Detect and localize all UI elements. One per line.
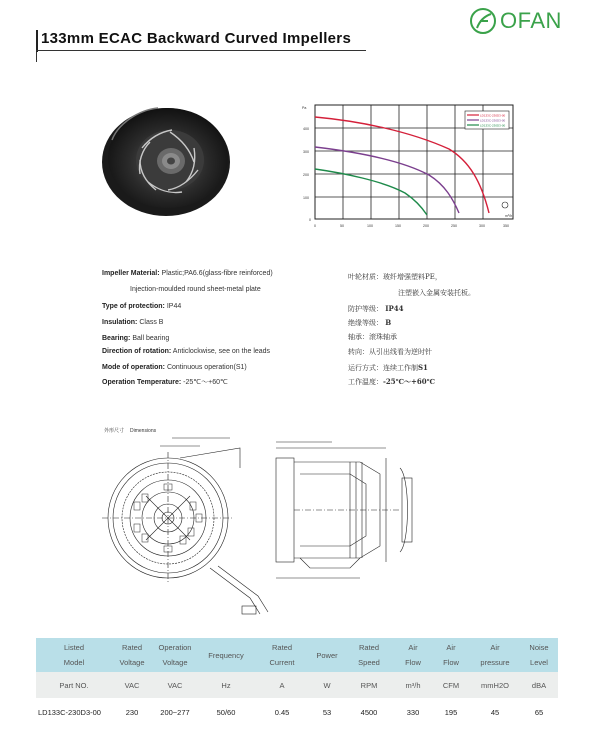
brand-logo bbox=[468, 4, 588, 38]
header-noise-level: Noise Level bbox=[520, 638, 558, 672]
unit-air-flow-m3h: m³/h bbox=[394, 672, 432, 698]
spec-bearing-value: Ball bearing bbox=[132, 335, 170, 342]
spec-bearing bbox=[102, 335, 169, 342]
cn-operation bbox=[348, 364, 428, 372]
x-tick-150: 150 bbox=[395, 224, 401, 228]
spec-temperature-value: -25℃～+60℃ bbox=[183, 379, 228, 386]
cn-protection-value: IP44 bbox=[385, 304, 404, 313]
x-tick-0: 0 bbox=[314, 224, 316, 228]
x-tick-50: 50 bbox=[340, 224, 344, 228]
spec-insulation-value: Class B bbox=[139, 319, 164, 326]
cn-temperature bbox=[348, 378, 435, 386]
x-unit-label: m³/h bbox=[505, 214, 513, 218]
cell-rated-voltage: 230 bbox=[112, 698, 152, 726]
unit-speed: RPM bbox=[344, 672, 394, 698]
cn-temperature-value: -25℃～+60℃ bbox=[383, 377, 436, 386]
unit-current: A bbox=[254, 672, 310, 698]
header-rated-current: Rated Current bbox=[254, 638, 310, 672]
table-row bbox=[36, 698, 558, 726]
header-rated-voltage: Rated Voltage bbox=[112, 638, 152, 672]
cn-protection-label: 防护等级： bbox=[348, 305, 383, 313]
unit-part-no: Part NO. bbox=[36, 672, 112, 698]
cn-insulation-label: 绝缘等级： bbox=[348, 319, 383, 327]
y-tick-200: 200 bbox=[303, 173, 309, 177]
x-tick-300: 300 bbox=[479, 224, 485, 228]
header-operation-voltage: Operation Voltage bbox=[152, 638, 198, 672]
cn-operation-value: S1 bbox=[418, 363, 428, 372]
header-rated-speed: Rated Speed bbox=[344, 638, 394, 672]
logo-text: OFAN bbox=[500, 8, 562, 33]
header-air-pressure: Air pressure bbox=[470, 638, 520, 672]
spec-protection-value: IP44 bbox=[166, 303, 182, 310]
spec-bearing-label: Bearing: bbox=[102, 335, 131, 342]
legend-entry-2: LD133C-230D3-00 bbox=[480, 118, 506, 123]
cn-material: 叶轮材质：玻纤增强塑料PE， bbox=[348, 273, 442, 281]
spec-operation-label: Mode of operation: bbox=[102, 364, 165, 371]
cell-current: 0.45 bbox=[254, 698, 310, 726]
spec-temperature-label: Operation Temperature: bbox=[102, 379, 182, 386]
spec-material-value-2: Injection-moulded round sheet-metal plate bbox=[130, 286, 261, 293]
legend-entry-1: LD133C-230D3-00 bbox=[480, 113, 506, 118]
title-bar bbox=[36, 30, 351, 52]
cn-protection bbox=[348, 305, 404, 313]
unit-frequency: Hz bbox=[198, 672, 254, 698]
spec-insulation-label: Insulation: bbox=[102, 319, 138, 326]
specifications-table bbox=[36, 638, 558, 726]
header-air-flow-m3h: Air Flow bbox=[394, 638, 432, 672]
header-frequency: Frequency bbox=[198, 638, 254, 672]
chart-legend bbox=[465, 111, 509, 129]
cell-operation-voltage: 200~277 bbox=[152, 698, 198, 726]
x-tick-200: 200 bbox=[423, 224, 429, 228]
spec-material-label: Impeller Material: bbox=[102, 270, 160, 277]
cell-model: LD133C-230D3-00 bbox=[36, 698, 112, 726]
unit-rated-voltage: VAC bbox=[112, 672, 152, 698]
spec-material bbox=[102, 270, 273, 277]
spec-material-value: Plastic;PA6.6(glass-fibre reinforced) bbox=[161, 270, 273, 277]
cell-speed: 4500 bbox=[344, 698, 394, 726]
cell-power: 53 bbox=[310, 698, 344, 726]
cell-air-flow-cfm: 195 bbox=[432, 698, 470, 726]
y-unit-label: Pa bbox=[302, 106, 307, 110]
table-header-row bbox=[36, 638, 558, 672]
header-air-flow-cfm: Air Flow bbox=[432, 638, 470, 672]
impeller-product-image bbox=[98, 100, 238, 218]
cn-operation-label: 运行方式：连续工作制 bbox=[348, 364, 418, 372]
cn-material-2: 注塑嵌入金属安装托板。 bbox=[398, 289, 475, 297]
y-tick-100: 100 bbox=[303, 196, 309, 200]
dimensions-label-cn: 外形尺寸 bbox=[104, 428, 125, 434]
y-tick-400: 400 bbox=[303, 127, 309, 131]
cn-insulation-value: B bbox=[385, 318, 392, 327]
unit-power: W bbox=[310, 672, 344, 698]
header-model: Listed Model bbox=[36, 638, 112, 672]
performance-chart bbox=[299, 101, 521, 231]
cell-frequency: 50/60 bbox=[198, 698, 254, 726]
cn-insulation bbox=[348, 319, 391, 327]
unit-air-flow-cfm: CFM bbox=[432, 672, 470, 698]
x-tick-250: 250 bbox=[451, 224, 457, 228]
unit-air-pressure: mmH2O bbox=[470, 672, 520, 698]
spec-temperature bbox=[102, 379, 228, 386]
ofan-logo-icon bbox=[468, 6, 498, 36]
spec-rotation-value: Anticlockwise, see on the leads bbox=[172, 348, 271, 355]
title-underline bbox=[36, 50, 366, 51]
legend-entry-3: LD133C-230D3-00 bbox=[480, 123, 506, 128]
unit-noise: dBA bbox=[520, 672, 558, 698]
dimension-drawing bbox=[100, 418, 430, 628]
header-power: Power bbox=[310, 638, 344, 672]
front-view bbox=[102, 438, 268, 614]
spec-operation bbox=[102, 364, 247, 371]
dimensions-label-en: Dimensions bbox=[130, 428, 157, 434]
cell-air-pressure: 45 bbox=[470, 698, 520, 726]
spec-rotation bbox=[102, 348, 270, 355]
side-view bbox=[276, 442, 412, 578]
y-tick-0: 0 bbox=[309, 218, 311, 222]
cn-rotation: 转向：从引出线看为逆时针 bbox=[348, 348, 432, 356]
x-tick-100: 100 bbox=[367, 224, 373, 228]
table-units-row bbox=[36, 672, 558, 698]
spec-operation-value: Continuous operation(S1) bbox=[166, 364, 247, 371]
unit-operation-voltage: VAC bbox=[152, 672, 198, 698]
page-title: 133mm ECAC Backward Curved Impellers bbox=[41, 30, 352, 47]
cn-bearing: 轴承：滚珠轴承 bbox=[348, 333, 397, 341]
cell-air-flow-m3h: 330 bbox=[394, 698, 432, 726]
y-tick-300: 300 bbox=[303, 150, 309, 154]
spec-rotation-label: Direction of rotation: bbox=[102, 348, 172, 355]
cn-temperature-label: 工作温度： bbox=[348, 378, 383, 386]
spec-protection bbox=[102, 303, 181, 310]
spec-protection-label: Type of protection: bbox=[102, 303, 165, 310]
cell-noise: 65 bbox=[520, 698, 558, 726]
spec-insulation bbox=[102, 319, 163, 326]
x-tick-350: 350 bbox=[503, 224, 509, 228]
